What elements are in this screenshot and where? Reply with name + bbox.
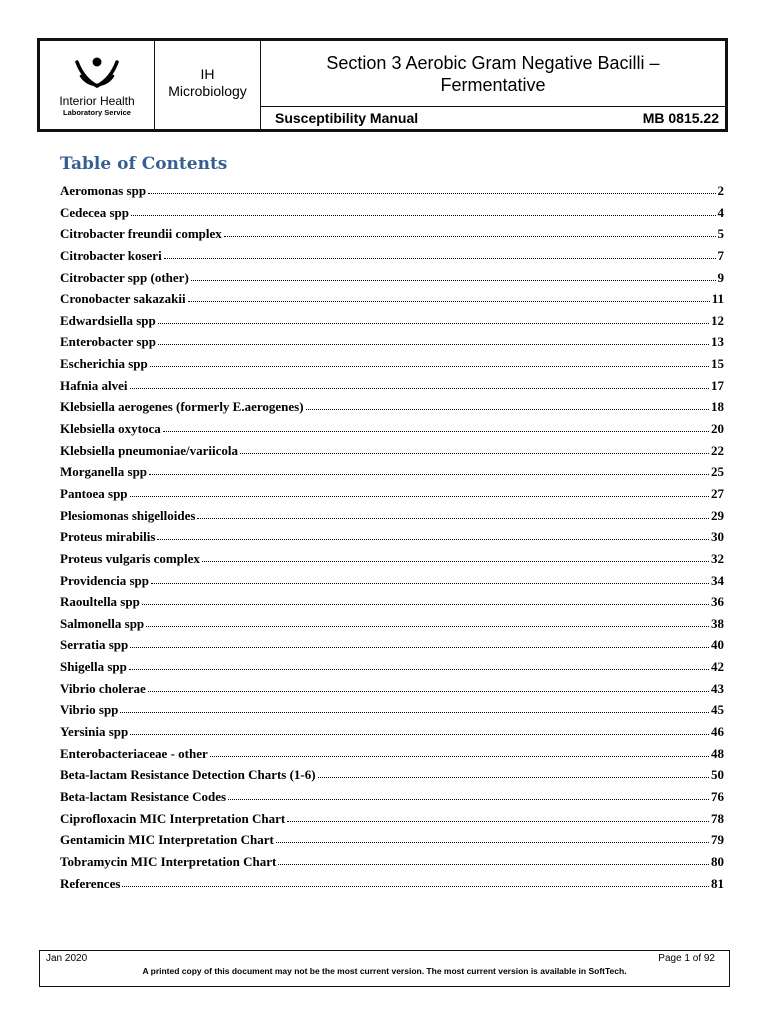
toc-leader-dots — [149, 464, 709, 475]
toc-leader-dots — [151, 573, 709, 584]
toc-entry-title: Klebsiella oxytoca — [60, 421, 161, 437]
page-footer — [39, 950, 730, 987]
document-title: Section 3 Aerobic Gram Negative Bacilli – Fermentative — [326, 52, 660, 95]
toc-leader-dots — [240, 443, 709, 454]
toc-leader-dots — [158, 334, 709, 345]
toc-leader-dots — [130, 637, 709, 648]
toc-entry-page: 15 — [711, 356, 724, 372]
toc-entry-title: Klebsiella aerogenes (formerly E.aerogenes) — [60, 399, 304, 415]
toc-leader-dots — [188, 291, 710, 302]
toc-entry-title: Providencia spp — [60, 572, 149, 588]
toc-entry[interactable] — [60, 356, 724, 378]
manual-name: Susceptibility Manual — [275, 110, 419, 126]
toc-leader-dots — [130, 724, 709, 735]
toc-leader-dots — [142, 594, 709, 605]
toc-entry-title: Klebsiella pneumoniae/variicola — [60, 442, 239, 458]
toc-leader-dots — [318, 767, 709, 778]
toc-entry-page: 25 — [711, 464, 724, 480]
department-line-1: IH — [200, 66, 215, 82]
toc-entry[interactable] — [60, 508, 724, 530]
department-cell — [155, 41, 261, 129]
toc-leader-dots — [150, 356, 709, 367]
toc-leader-dots — [202, 551, 709, 562]
toc-entry-page: 46 — [711, 724, 724, 740]
toc-entry-title: References — [60, 875, 121, 891]
footer-note: A printed copy of this document may not be the most current version. The most current version is available in SoftTech. — [142, 966, 627, 976]
toc-entry-page: 5 — [717, 226, 724, 242]
toc-entry-title: Cronobacter sakazakii — [60, 291, 186, 307]
toc-entry-title: Proteus mirabilis — [60, 529, 156, 545]
toc-entry-title: Proteus vulgaris complex — [60, 550, 200, 566]
toc-entry[interactable] — [60, 399, 724, 421]
toc-leader-dots — [146, 616, 709, 627]
toc-entry-title: Yersinia spp — [60, 724, 129, 740]
toc-entry-title: Vibrio spp — [60, 702, 119, 718]
toc-heading: Table of Contents — [60, 154, 228, 174]
toc-entry[interactable] — [60, 443, 724, 465]
toc-entry[interactable] — [60, 291, 724, 313]
toc-entry-page: 81 — [711, 875, 724, 891]
toc-entry-page: 78 — [711, 810, 724, 826]
toc-leader-dots — [210, 746, 709, 757]
toc-entry[interactable] — [60, 811, 724, 833]
toc-entry-page: 42 — [711, 659, 724, 675]
toc-entry-page: 48 — [711, 745, 724, 761]
toc-entry-title: Escherichia spp — [60, 356, 148, 372]
toc-entry-title: Edwardsiella spp — [60, 312, 156, 328]
toc-entry[interactable] — [60, 832, 724, 854]
toc-leader-dots — [129, 659, 709, 670]
toc-leader-dots — [228, 789, 709, 800]
toc-leader-dots — [197, 508, 709, 519]
toc-entry-page: 7 — [717, 247, 724, 263]
toc-leader-dots — [224, 226, 716, 237]
logo-cell — [40, 41, 155, 129]
toc-leader-dots — [122, 876, 709, 887]
toc-leader-dots — [148, 681, 709, 692]
toc-entry[interactable] — [60, 854, 724, 876]
toc-entry-title: Serratia spp — [60, 637, 129, 653]
toc-entry[interactable] — [60, 681, 724, 703]
toc-entry[interactable] — [60, 767, 724, 789]
toc-leader-dots — [130, 486, 709, 497]
toc-entry-title: Raoultella spp — [60, 594, 140, 610]
toc-entry[interactable] — [60, 226, 724, 248]
toc-entry-title: Aeromonas spp — [60, 183, 147, 198]
toc-entry-title: Ciprofloxacin MIC Interpretation Chart — [60, 810, 286, 826]
manual-row — [261, 106, 725, 129]
department-line-2: Microbiology — [168, 83, 247, 99]
toc-entry-title: Cedecea spp — [60, 204, 129, 220]
toc-entry-title: Pantoea spp — [60, 485, 128, 501]
toc-entry[interactable] — [60, 313, 724, 335]
toc-entry[interactable] — [60, 573, 724, 595]
toc-entry[interactable] — [60, 378, 724, 400]
toc-entry-page: 76 — [711, 788, 724, 804]
toc-leader-dots — [306, 399, 709, 410]
toc-entry-page: 2 — [717, 183, 724, 198]
toc-leader-dots — [158, 313, 709, 324]
toc-leader-dots — [131, 205, 716, 216]
toc-leader-dots — [164, 248, 716, 259]
toc-entry-title: Citrobacter freundii complex — [60, 226, 222, 242]
toc-entry-title: Citrobacter spp (other) — [60, 269, 189, 285]
toc-entry[interactable] — [60, 746, 724, 768]
org-name: Interior Health — [59, 94, 135, 108]
toc-entry[interactable] — [60, 183, 724, 205]
toc-entry-page: 11 — [711, 291, 724, 307]
toc-entry-title: Beta-lactam Resistance Codes — [60, 788, 227, 804]
toc-entry-title: Tobramycin MIC Interpretation Chart — [60, 853, 277, 869]
toc-entry-title: Plesiomonas shigelloides — [60, 507, 196, 523]
toc-entry-page: 17 — [711, 377, 724, 393]
toc-entry-page: 50 — [711, 767, 724, 783]
toc-entry-page: 4 — [717, 204, 724, 220]
toc-entry[interactable] — [60, 270, 724, 292]
toc-entry-page: 9 — [717, 269, 724, 285]
toc-leader-dots — [130, 378, 709, 389]
toc-entry-page: 34 — [711, 572, 724, 588]
toc-entry-page: 12 — [711, 312, 724, 328]
toc-entry-title: Salmonella spp — [60, 615, 145, 631]
document-header — [37, 38, 728, 132]
table-of-contents — [60, 183, 724, 897]
toc-entry-page: 45 — [711, 702, 724, 718]
toc-entry-title: Enterobacter spp — [60, 334, 156, 350]
toc-entry[interactable] — [60, 616, 724, 638]
toc-entry-page: 27 — [711, 485, 724, 501]
toc-leader-dots — [276, 832, 709, 843]
toc-entry[interactable] — [60, 248, 724, 270]
title-cell — [261, 41, 725, 129]
toc-leader-dots — [157, 529, 709, 540]
toc-entry[interactable] — [60, 334, 724, 356]
toc-entry[interactable] — [60, 205, 724, 227]
org-subtitle: Laboratory Service — [63, 108, 131, 117]
toc-entry-title: Vibrio cholerae — [60, 680, 146, 696]
toc-entry-title: Morganella spp — [60, 464, 148, 480]
toc-entry-page: 18 — [711, 399, 724, 415]
toc-entry-page: 80 — [711, 853, 724, 869]
toc-entry-title: Enterobacteriaceae - other — [60, 745, 208, 761]
toc-entry[interactable] — [60, 789, 724, 811]
toc-entry[interactable] — [60, 637, 724, 659]
toc-leader-dots — [191, 270, 716, 281]
toc-leader-dots — [287, 811, 709, 822]
footer-date: Jan 2020 — [46, 953, 88, 964]
toc-entry[interactable] — [60, 551, 724, 573]
toc-entry-page: 38 — [711, 615, 724, 631]
toc-entry[interactable] — [60, 464, 724, 486]
toc-entry[interactable] — [60, 702, 724, 724]
toc-entry-page: 30 — [711, 529, 724, 545]
toc-leader-dots — [148, 183, 715, 194]
toc-entry[interactable] — [60, 421, 724, 443]
toc-entry-page: 40 — [711, 637, 724, 653]
toc-entry-page: 22 — [711, 442, 724, 458]
toc-entry[interactable] — [60, 876, 724, 898]
footer-page-number: Page 1 of 92 — [658, 953, 715, 964]
toc-entry-page: 79 — [711, 832, 724, 848]
toc-entry-page: 20 — [711, 421, 724, 437]
toc-entry-title: Citrobacter koseri — [60, 247, 162, 263]
toc-leader-dots — [163, 421, 709, 432]
document-code: MB 0815.22 — [642, 110, 719, 126]
toc-entry-page: 32 — [711, 550, 724, 566]
toc-entry-page: 29 — [711, 507, 724, 523]
toc-entry-title: Beta-lactam Resistance Detection Charts (1-6) — [60, 767, 316, 783]
toc-entry-title: Shigella spp — [60, 659, 127, 675]
toc-entry-page: 36 — [711, 594, 724, 610]
toc-entry-page: 43 — [711, 680, 724, 696]
toc-entry[interactable] — [60, 594, 724, 616]
toc-entry[interactable] — [60, 724, 724, 746]
toc-entry[interactable] — [60, 486, 724, 508]
toc-entry-page: 13 — [711, 334, 724, 350]
toc-leader-dots — [278, 854, 709, 865]
toc-entry[interactable] — [60, 659, 724, 681]
toc-entry-title: Gentamicin MIC Interpretation Chart — [60, 832, 274, 848]
toc-entry-title: Hafnia alvei — [60, 377, 128, 393]
interior-health-logo-icon — [69, 56, 125, 92]
toc-entry[interactable] — [60, 529, 724, 551]
toc-leader-dots — [120, 702, 709, 713]
